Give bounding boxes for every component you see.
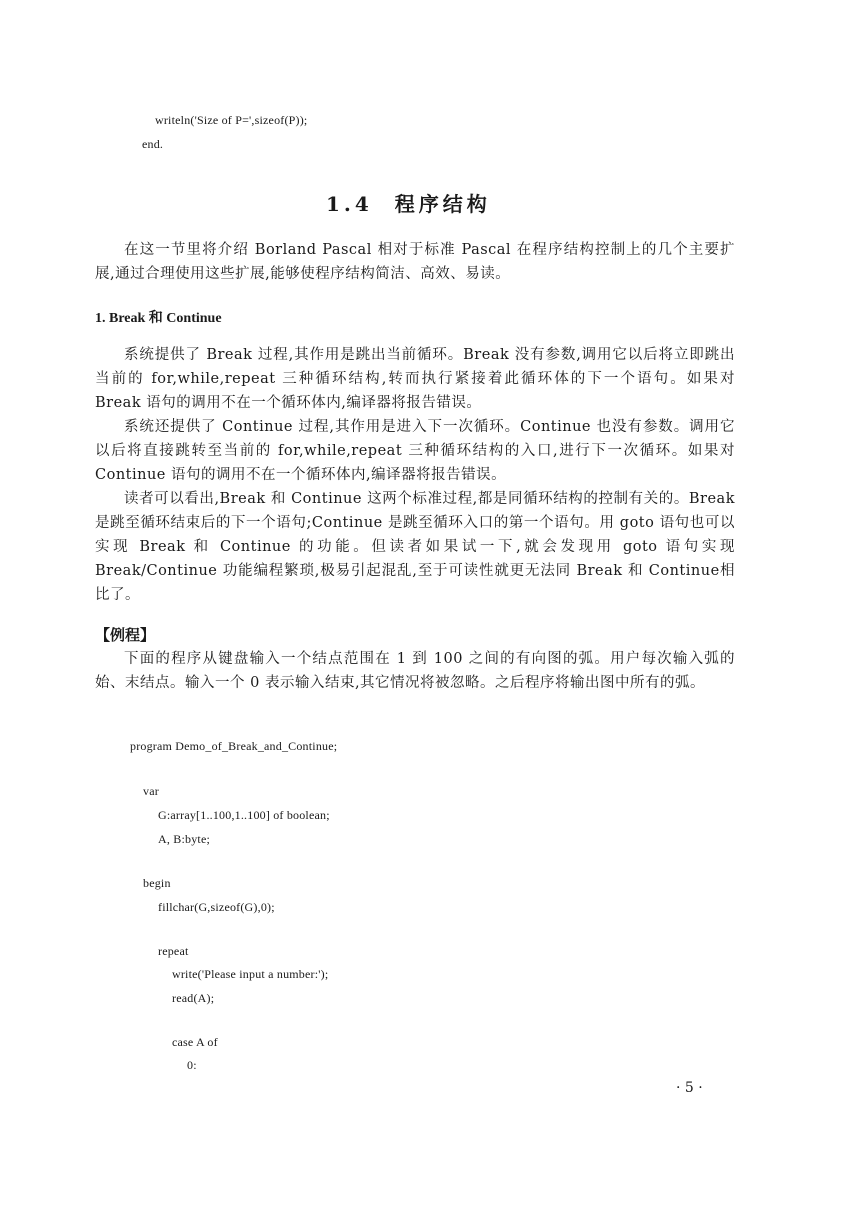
paragraph-break: 系统提供了 Break 过程,其作用是跳出当前循环。Break 没有参数,调用它以后将立即跳出当前的 for,while,repeat 三种循环结构,转而执行紧接着此循环体的下一个语句。如果对 Break 语句的调用不在一个循环体内,编译器将报告错误。 <box>95 347 735 411</box>
code-line: write('Please input a number:'); <box>172 967 329 981</box>
section-number: 1.4 <box>326 192 373 216</box>
code-line-end: end. <box>142 137 164 151</box>
subsection-title: Break 和 Continue <box>109 311 222 326</box>
code-line: begin <box>143 876 171 890</box>
code-line-writeln: writeln('Size of P=',sizeof(P)); <box>155 113 308 127</box>
example-tag: 【例程】 <box>95 626 156 644</box>
example-description-text: 下面的程序从键盘输入一个结点范围在 1 到 100 之间的有向图的弧。用户每次输入弧的始、末结点。输入一个 0 表示输入结束,其它情况将被忽略。之后程序将输出图中所有的弧。 <box>95 651 735 691</box>
code-line: case A of <box>172 1035 218 1049</box>
code-line: G:array[1..100,1..100] of boolean; <box>158 808 330 822</box>
code-line: 0: <box>187 1058 197 1072</box>
intro-paragraph <box>95 238 735 286</box>
code-line: program Demo_of_Break_and_Continue; <box>130 739 338 753</box>
subsection-heading <box>95 307 222 327</box>
body-paragraphs <box>95 343 735 607</box>
code-line: var <box>143 784 159 798</box>
code-line: repeat <box>158 944 189 958</box>
paragraph-comparison: 读者可以看出,Break 和 Continue 这两个标准过程,都是同循环结构的控制有关的。Break 是跳至循环结束后的下一个语句;Continue 是跳至循环入口的第一个语句。用 goto 语句也可以实现 Break 和 Continue 的功能。但读者如果试一下,就会发现用 goto 语句实现 Break/Continue 功能编程繁琐,极易引起混乱,至于可读性就更无法同 Break 和 Continue相比了。 <box>95 491 735 603</box>
example-description <box>95 647 735 695</box>
code-line: fillchar(G,sizeof(G),0); <box>158 900 275 914</box>
intro-text: 在这一节里将介绍 Borland Pascal 相对于标准 Pascal 在程序结构控制上的几个主要扩展,通过合理使用这些扩展,能够使程序结构简洁、高效、易读。 <box>95 242 735 282</box>
section-heading <box>326 188 491 217</box>
page-number: · 5 · <box>676 1080 703 1096</box>
paragraph-continue: 系统还提供了 Continue 过程,其作用是进入下一次循环。Continue 也没有参数。调用它以后将直接跳转至当前的 for,while,repeat 三种循环结构的入口,进行下一次循环。如果对 Continue 语句的调用不在一个循环体内,编译器将报告错误。 <box>95 419 735 483</box>
subsection-number: 1. <box>95 311 106 326</box>
code-line: read(A); <box>172 991 215 1005</box>
code-line: A, B:byte; <box>158 832 210 846</box>
section-title: 程序结构 <box>394 192 491 216</box>
